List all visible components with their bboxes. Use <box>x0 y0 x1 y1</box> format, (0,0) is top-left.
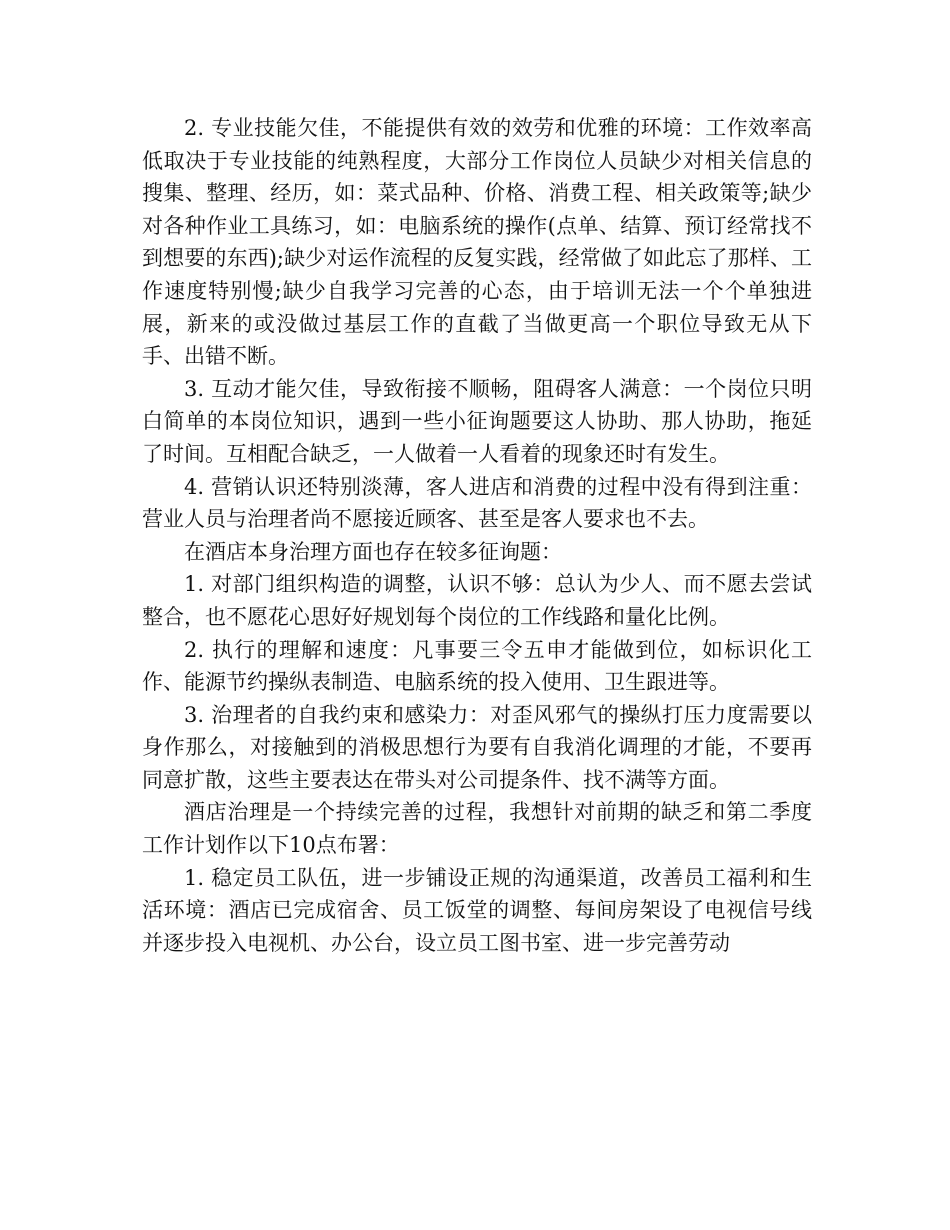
paragraph-management-intro: 在酒店本身治理方面也存在较多征询题： <box>184 539 562 564</box>
paragraph-skills: 2. 专业技能欠佳，不能提供有效的效劳和优雅的环境：工作效率高低取决于专业技能的纯熟程度，大部分工作岗位人员缺少对相关信息的搜集、整理、经历，如：菜式品种、价格、消费工程、相关政策等;缺少对各种作业工具练习，如：电脑系统的操作(点单、结算、预订经常找不到想要的东西);缺少对运作流程的反复实践，经常做了如此忘了那样、工作速度特别慢;缺少自我学习完善的心态，由于培训无法一个个单独进展，新来的或没做过基层工作的直截了当做更高一个职位导致无从下手、出错不断。 <box>142 116 812 369</box>
paragraph-plan-intro: 酒店治理是一个持续完善的过程，我想针对前期的缺乏和第二季度工作计划作以下10点布署： <box>142 800 812 858</box>
paragraph-self-discipline: 3. 治理者的自我约束和感染力：对歪风邪气的操纵打压力度需要以身作那么，对接触到的消极思想行为要有自我消化调理的才能，不要再同意扩散，这些主要表达在带头对公司提条件、找不满等方面。 <box>142 702 812 792</box>
document-body <box>142 112 812 959</box>
paragraph-structure: 1. 对部门组织构造的调整，认识不够：总认为少人、而不愿去尝试整合，也不愿花心思好好规划每个岗位的工作线路和量化比例。 <box>142 572 812 629</box>
paragraph-marketing: 4. 营销认识还特别淡薄，客人进店和消费的过程中没有得到注重：营业人员与治理者尚不愿接近顾客、甚至是客人要求也不去。 <box>142 474 812 532</box>
paragraph-execution: 2. 执行的理解和速度：凡事要三令五申才能做到位，如标识化工作、能源节约操纵表制造、电脑系统的投入使用、卫生跟进等。 <box>142 637 812 695</box>
paragraph-interaction: 3. 互动才能欠佳，导致衔接不顺畅，阻碍客人满意：一个岗位只明白简单的本岗位知识，遇到一些小征询题要这人协助、那人协助，拖延了时间。互相配合缺乏，一人做着一人看着的现象还时有发生。 <box>142 376 812 466</box>
paragraph-staff-stability: 1. 稳定员工队伍，进一步铺设正规的沟通渠道，改善员工福利和生活环境：酒店已完成宿舍、员工饭堂的调整、每间房架设了电视信号线并逐步投入电视机、办公台，设立员工图书室、进一步完善劳动 <box>142 865 812 955</box>
